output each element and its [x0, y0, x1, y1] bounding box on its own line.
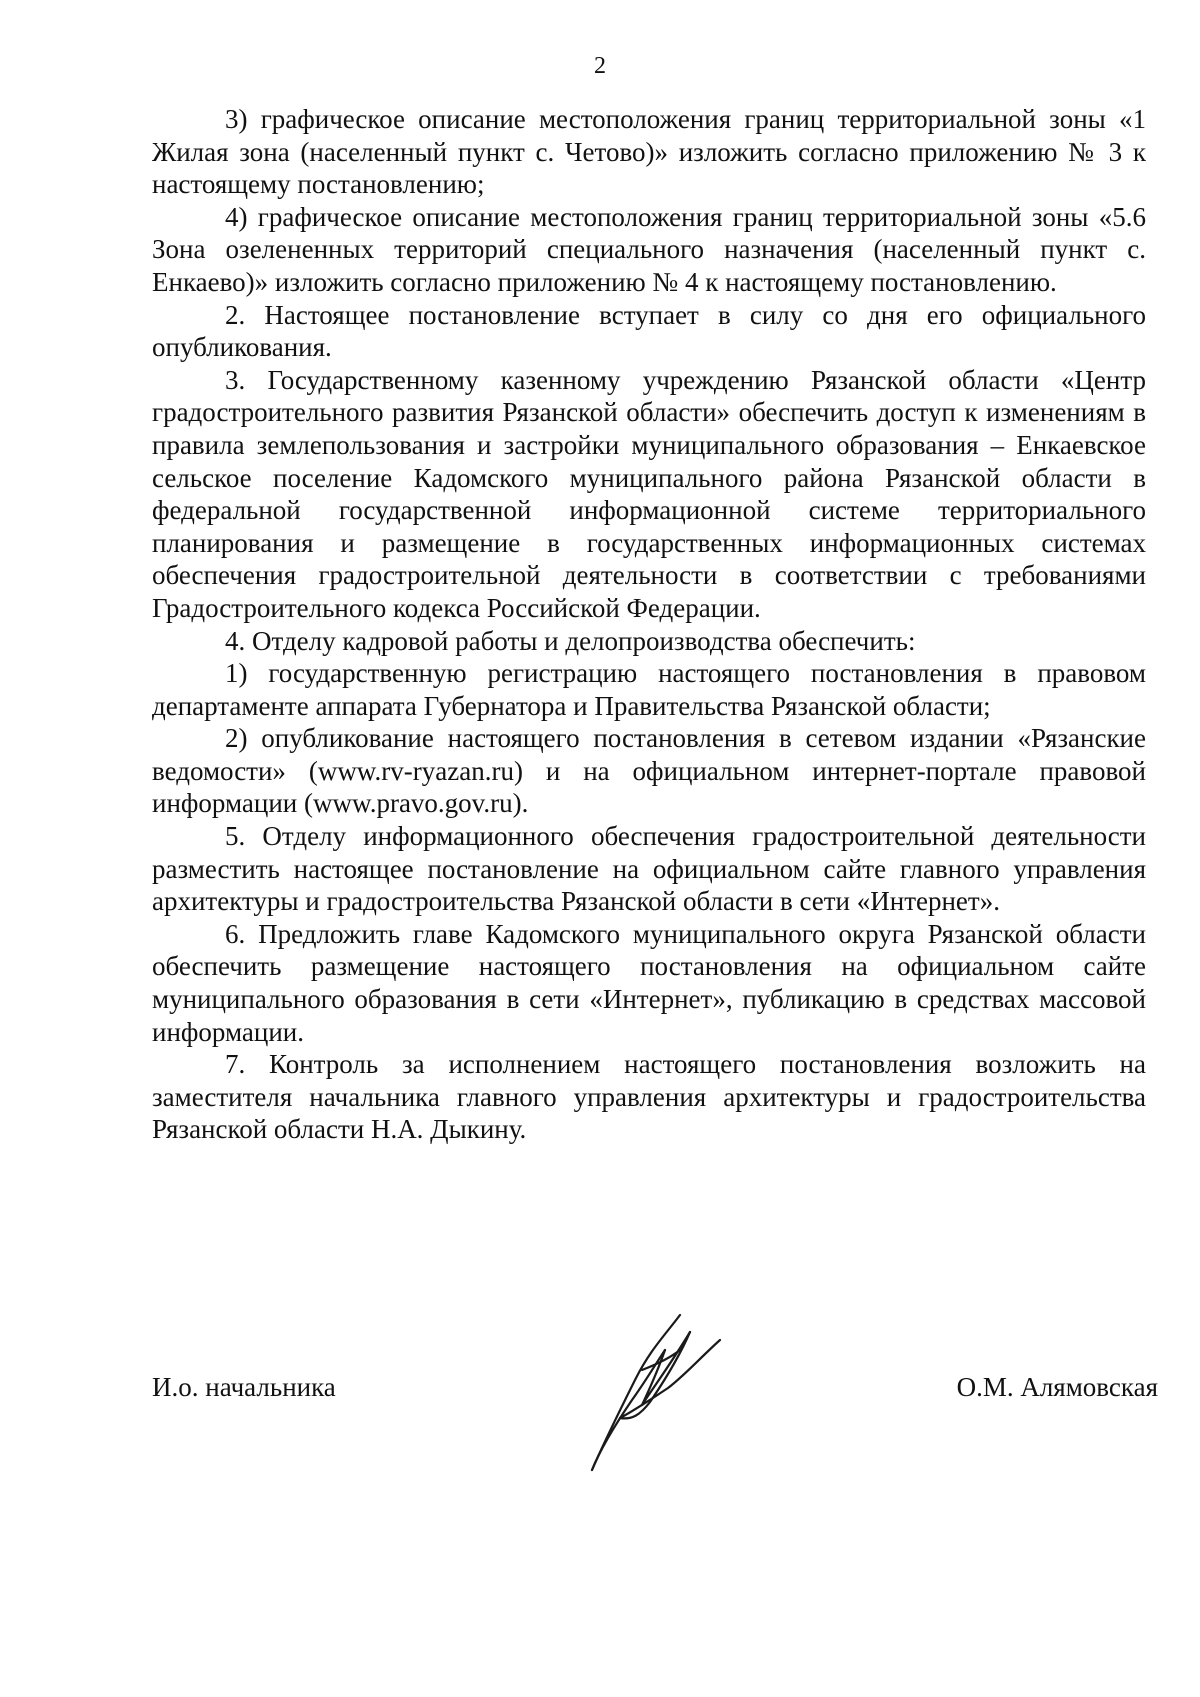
paragraph-hr-department: 4. Отделу кадровой работы и делопроизводства обеспечить: [225, 625, 916, 656]
signer-name: О.М. Алямовская [956, 1372, 1158, 1402]
paragraph-3-graphic-description-chetovo: 3) графическое описание местоположения границ территориальной зоны «1 Жилая зона (населенный пункт с. Четово)» изложить согласно приложению № 3 к настоящему постановлению; [152, 104, 1146, 200]
document-body [152, 103, 1146, 1146]
paragraph-publication: 2) опубликование настоящего постановления в сетевом издании «Рязанские ведомости» (www.rv-ryazan.ru) и на официальном интернет-портале правовой информации (www.pravo.gov.ru). [152, 723, 1146, 819]
paragraph-effective-date: 2. Настоящее постановление вступает в силу со дня его официального опубликования. [152, 299, 1146, 363]
paragraph-website-posting: 5. Отделу информационного обеспечения градостроительной деятельности разместить настоящее постановление на официальном сайте главного управления архитектуры и градостроительства Рязанской области в сети «Интернет». [152, 821, 1146, 917]
signer-position: И.о. начальника [152, 1372, 336, 1402]
page-number: 2 [594, 53, 606, 79]
paragraph-control: 7. Контроль за исполнением настоящего постановления возложить на заместителя начальника главного управления архитектуры и градостроительства Рязанской области Н.А. Дыкину. [152, 1049, 1146, 1145]
paragraph-state-registration: 1) государственную регистрацию настоящего постановления в правовом департаменте аппарата Губернатора и Правительства Рязанской области; [152, 658, 1146, 721]
paragraph-access-provision: 3. Государственному казенному учреждению Рязанской области «Центр градостроительного развития Рязанской области» обеспечить доступ к изменениям в правила землепользования и застройки муниципального образования – Енкаевское сельское поселение Кадомского муниципального района Рязанской области в федеральной государственной информационной системе территориального планирования и размещение в государственных информационных системах обеспечения градостроительной деятельности в соответствии с требованиями Градостроительного кодекса Российской Федерации. [152, 364, 1146, 623]
signature-block [152, 1371, 1158, 1411]
paragraph-municipal-posting: 6. Предложить главе Кадомского муниципального округа Рязанской области обеспечить размещение настоящего постановления на официальном сайте муниципального образования в сети «Интернет», публикацию в средствах массовой информации. [152, 918, 1146, 1047]
paragraph-4-graphic-description-enkaevo: 4) графическое описание местоположения границ территориальной зоны «5.6 Зона озелененных территорий специального назначения (населенный пункт с. Енкаево)» изложить согласно приложению № 4 к настоящему постановлению. [152, 201, 1146, 297]
